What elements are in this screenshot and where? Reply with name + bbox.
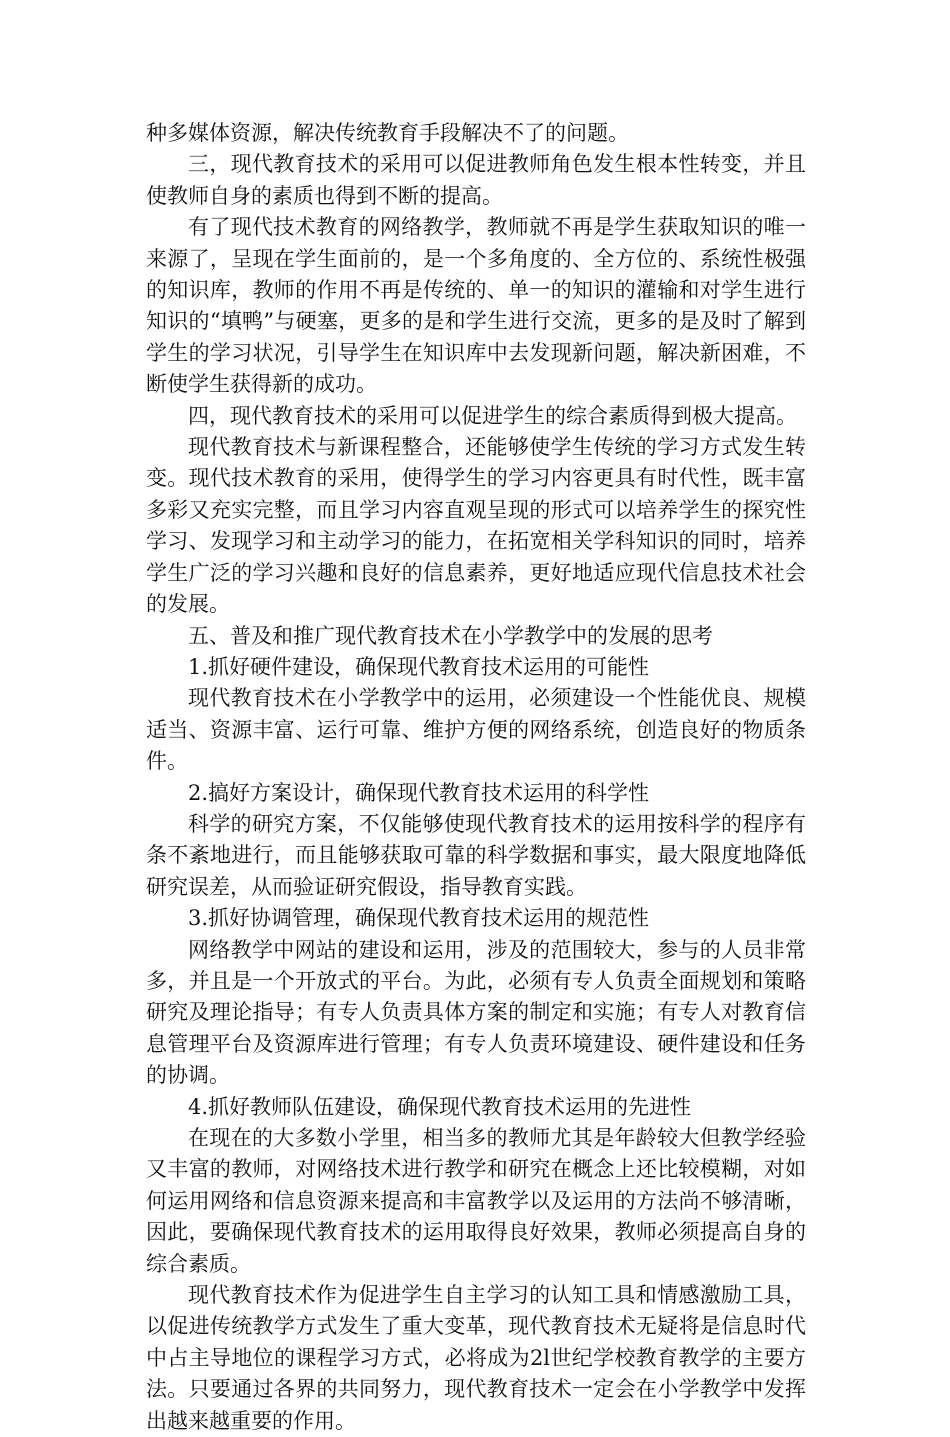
paragraph-conclusion: 现代教育技术作为促进学生自主学习的认知工具和情感激励工具，以促进传统教学方式发生了重大变革，现代教育技术无疑将是信息时代中占主导地位的课程学习方式，必将成为2l世纪学校教育教学的主要方法。只要通过各界的共同努力，现代教育技术一定会在小学教学中发挥出越来越重要的作用。 (146, 1283, 806, 1433)
section-heading-three: 三，现代教育技术的采用可以促进教师角色发生根本性转变，并且使教师自身的素质也得到不断的提高。 (146, 152, 806, 208)
document-page (146, 118, 806, 1437)
subheading-4: 4.抓好教师队伍建设，确保现代教育技术运用的先进性 (188, 1094, 692, 1119)
paragraph: 有了现代技术教育的网络教学，教师就不再是学生获取知识的唯一来源了，呈现在学生面前的，是一个多角度的、全方位的、系统性极强的知识库，教师的作用不再是传统的、单一的知识的灌输和对学生进行知识的“填鸭”与硬塞，更多的是和学生进行交流，更多的是及时了解到学生的学习状况，引导学生在知识库中去发现新问题，解决新困难，不断使学生获得新的成功。 (146, 215, 806, 397)
subheading-1: 1.抓好硬件建设，确保现代教育技术运用的可能性 (188, 654, 650, 679)
paragraph: 现代教育技术在小学教学中的运用，必须建设一个性能优良、规模适当、资源丰富、运行可靠、维护方便的网络系统，创造良好的物质条件。 (146, 686, 806, 774)
section-heading-four: 四，现代教育技术的采用可以促进学生的综合素质得到极大提高。 (188, 403, 797, 428)
section-heading-five: 五、普及和推广现代教育技术在小学教学中的发展的思考 (188, 623, 713, 648)
subheading-2: 2.搞好方案设计，确保现代教育技术运用的科学性 (188, 780, 650, 805)
paragraph: 现代教育技术与新课程整合，还能够使学生传统的学习方式发生转变。现代技术教育的采用，使得学生的学习内容更具有时代性，既丰富多彩又充实完整，而且学习内容直观呈现的形式可以培养学生的探究性学习、发现学习和主动学习的能力，在拓宽相关学科知识的同时，培养学生广泛的学习兴趣和良好的信息素养，更好地适应现代信息技术社会的发展。 (146, 435, 806, 617)
paragraph-continuation: 种多媒体资源，解决传统教育手段解决不了的问题。 (146, 121, 629, 145)
subheading-3: 3.抓好协调管理，确保现代教育技术运用的规范性 (188, 906, 650, 931)
paragraph: 网络教学中网站的建设和运用，涉及的范围较大，参与的人员非常多，并且是一个开放式的平台。为此，必须有专人负责全面规划和策略研究及理论指导；有专人负责具体方案的制定和实施；有专人对教育信息管理平台及资源库进行管理；有专人负责环境建设、硬件建设和任务的协调。 (146, 937, 806, 1088)
paragraph: 在现在的大多数小学里，相当多的教师尤其是年龄较大但教学经验又丰富的教师，对网络技术进行教学和研究在概念上还比较模糊，对如何运用网络和信息资源来提高和丰富教学以及运用的方法尚不够清晰，因此，要确保现代教育技术的运用取得良好效果，教师必须提高自身的综合素质。 (146, 1126, 806, 1276)
paragraph: 科学的研究方案，不仅能够使现代教育技术的运用按科学的程序有条不紊地进行，而且能够获取可靠的科学数据和事实，最大限度地降低研究误差，从而验证研究假设，指导教育实践。 (146, 811, 806, 899)
